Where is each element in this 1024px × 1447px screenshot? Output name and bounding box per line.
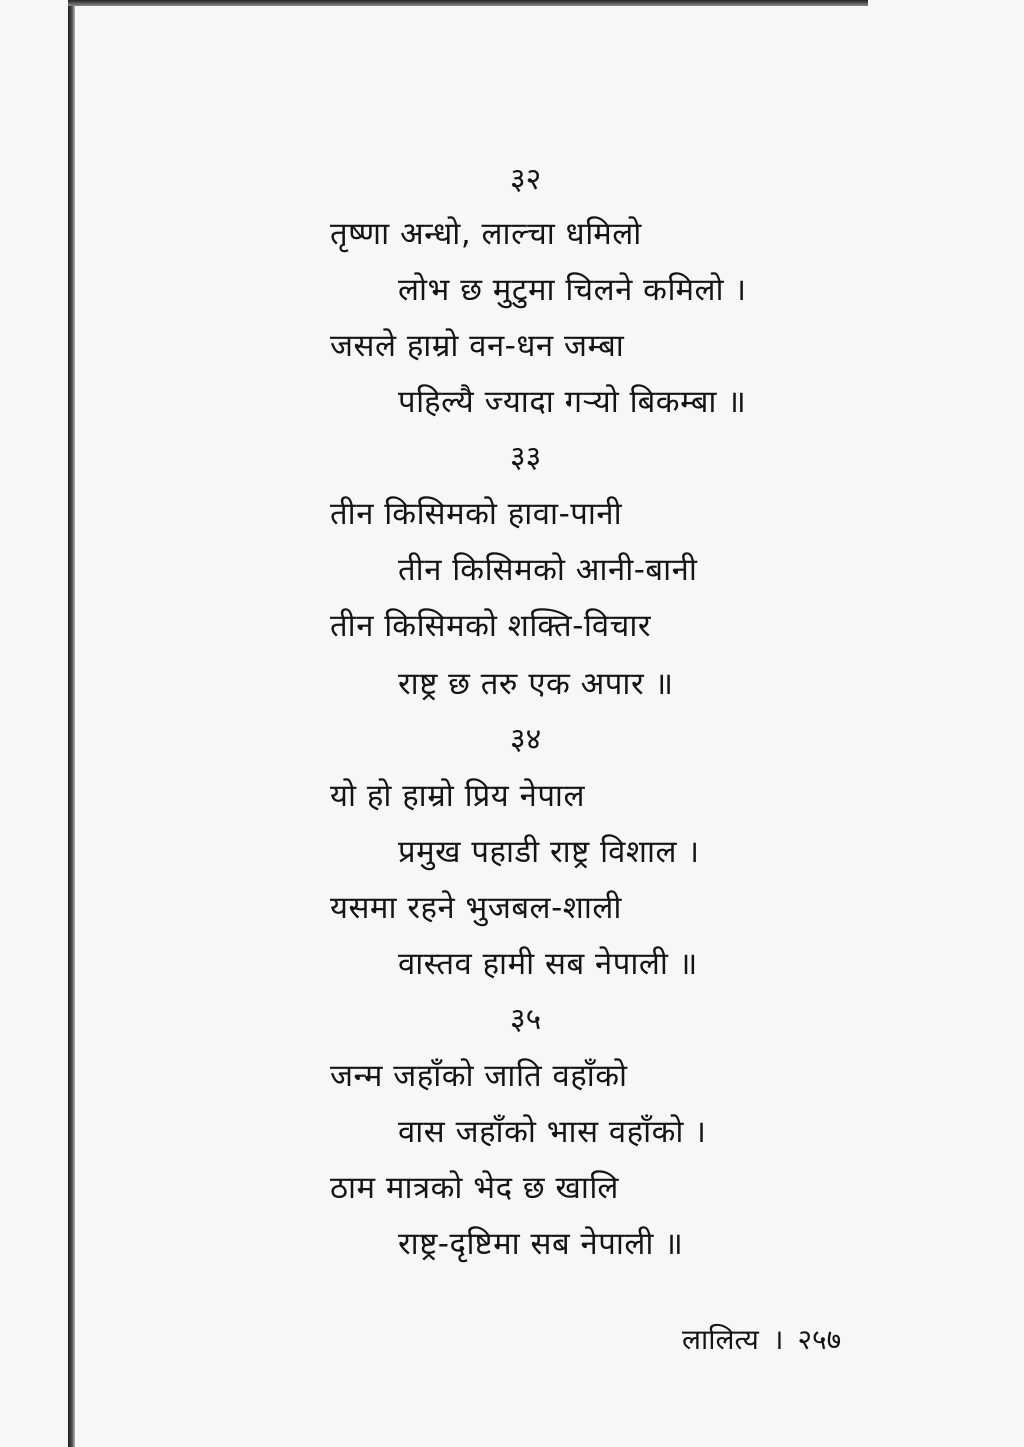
poem-line: राष्ट्र-दृष्टिमा सब नेपाली ॥ (398, 1226, 684, 1262)
poem-line: ठाम मात्रको भेद छ खालि (330, 1170, 619, 1206)
poem-line: यो हो हाम्रो प्रिय नेपाल (330, 778, 585, 814)
poem-line: यसमा रहने भुजबल-शाली (330, 890, 622, 926)
poem-line: वास्तव हामी सब नेपाली ॥ (398, 946, 698, 982)
page-number: २५७ (797, 1323, 842, 1356)
page-footer (682, 1320, 841, 1360)
poem-line: लोभ छ मुटुमा चिलने कमिलो । (398, 272, 747, 308)
poem-line: तीन किसिमको हावा-पानी (330, 496, 623, 532)
poem-line: वास जहाँको भास वहाँको । (398, 1114, 707, 1150)
poem-line: जसले हाम्रो वन-धन जम्बा (330, 328, 625, 364)
poem-line: जन्म जहाँको जाति वहाँको (330, 1058, 628, 1094)
stanza-number: ३५ (510, 1002, 542, 1037)
poem-line: तीन किसिमको आनी-बानी (398, 552, 698, 588)
page-binding-edge (68, 0, 75, 1447)
poem-line: प्रमुख पहाडी राष्ट्र विशाल । (398, 834, 700, 870)
poem-line: राष्ट्र छ तरु एक अपार ॥ (398, 666, 674, 702)
stanza-number: ३२ (510, 162, 542, 197)
footer-separator: । (772, 1323, 784, 1356)
stanza-number: ३४ (510, 722, 542, 757)
poem-line: तीन किसिमको शक्ति-विचार (330, 608, 652, 644)
poem-line: पहिल्यै ज्यादा गऱ्यो बिकम्बा ॥ (398, 384, 747, 420)
page-top-edge (68, 0, 868, 6)
book-title: लालित्य (682, 1323, 759, 1356)
stanza-number: ३३ (510, 440, 542, 475)
poem-line: तृष्णा अन्धो, लाल्चा धमिलो (330, 216, 642, 252)
